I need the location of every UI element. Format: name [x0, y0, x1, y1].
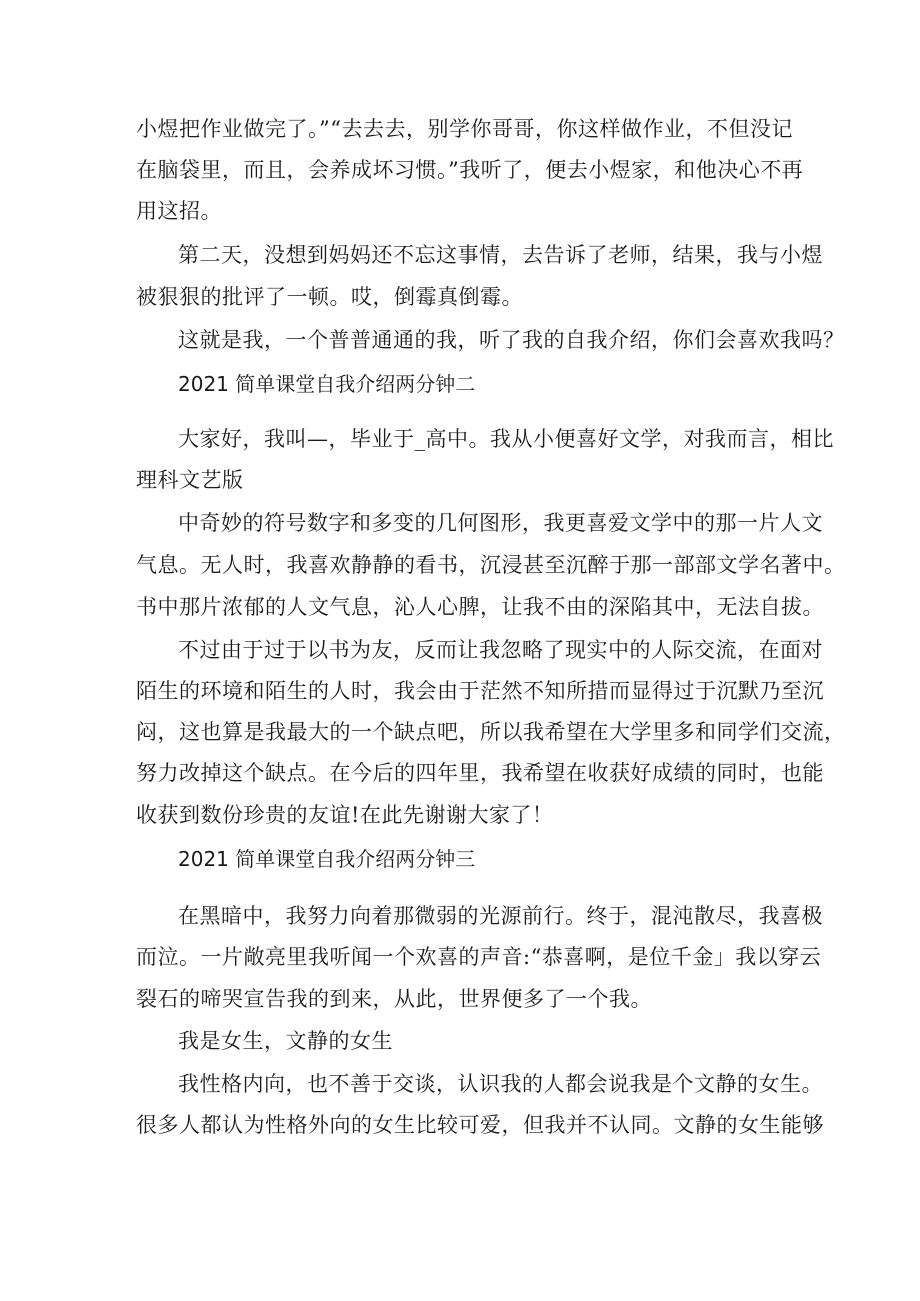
paragraph-line: 用这招。: [136, 199, 222, 223]
paragraph-line: 第二天，没想到妈妈还不忘这事情，去告诉了老师，结果，我与小煜: [178, 243, 823, 267]
paragraph-line: 而泣。一片敞亮里我听闻一个欢喜的声音:“恭喜啊，是位千金」我以穿云: [136, 945, 822, 969]
section-heading: 2021 简单课堂自我介绍两分钟三: [178, 847, 476, 871]
paragraph-line: 在脑袋里，而且，会养成坏习惯。”我听了，便去小煜家，和他决心不再: [136, 158, 804, 182]
paragraph-line: 裂石的啼哭宣告我的到来，从此，世界便多了一个我。: [136, 987, 652, 1011]
paragraph-line: 很多人都认为性格外向的女生比较可爱，但我并不认同。文静的女生能够: [136, 1113, 824, 1137]
paragraph-line: 闷，这也算是我最大的一个缺点吧，所以我希望在大学里多和同学们交流，: [136, 720, 846, 744]
paragraph-line: 陌生的环境和陌生的人时，我会由于茫然不知所措而显得过于沉默乃至沉: [136, 679, 824, 703]
paragraph-line: 我是女生，文静的女生: [178, 1029, 393, 1053]
paragraph-line: 不过由于过于以书为友，反而让我忽略了现实中的人际交流，在面对: [178, 638, 823, 662]
paragraph-line: 这就是我，一个普普通通的我，听了我的自我介绍，你们会喜欢我吗？: [178, 328, 845, 352]
paragraph-line: 大家好，我叫—，毕业于_高中。我从小便喜好文学，对我而言，相比: [178, 427, 834, 451]
paragraph-line: 被狠狠的批评了一顿。哎，倒霉真倒霉。: [136, 285, 523, 309]
section-heading: 2021 简单课堂自我介绍两分钟二: [178, 372, 476, 396]
paragraph-line: 努力改掉这个缺点。在今后的四年里，我希望在收获好成绩的同时，也能: [136, 761, 824, 785]
paragraph-line: 在黑暗中，我努力向着那微弱的光源前行。终于，混沌散尽，我喜极: [178, 904, 823, 928]
paragraph-line: 我性格内向，也不善于交谈，认识我的人都会说我是个文静的女生。: [178, 1072, 823, 1096]
paragraph-line: 理科文艺版: [136, 468, 244, 492]
paragraph-line: 中奇妙的符号数字和多变的几何图形，我更喜爱文学中的那一片人文: [178, 511, 823, 535]
paragraph-line: 气息。无人时，我喜欢静静的看书，沉浸甚至沉醉于那一部部文学名著中。: [136, 553, 846, 577]
paragraph-line: 小煜把作业做完了。”“去去去，别学你哥哥，你这样做作业，不但没记: [136, 117, 793, 141]
paragraph-line: 书中那片浓郁的人文气息，沁人心脾，让我不由的深陷其中，无法自拔。: [136, 595, 824, 619]
paragraph-line: 收获到数份珍贵的友谊!在此先谢谢大家了！: [136, 803, 554, 827]
